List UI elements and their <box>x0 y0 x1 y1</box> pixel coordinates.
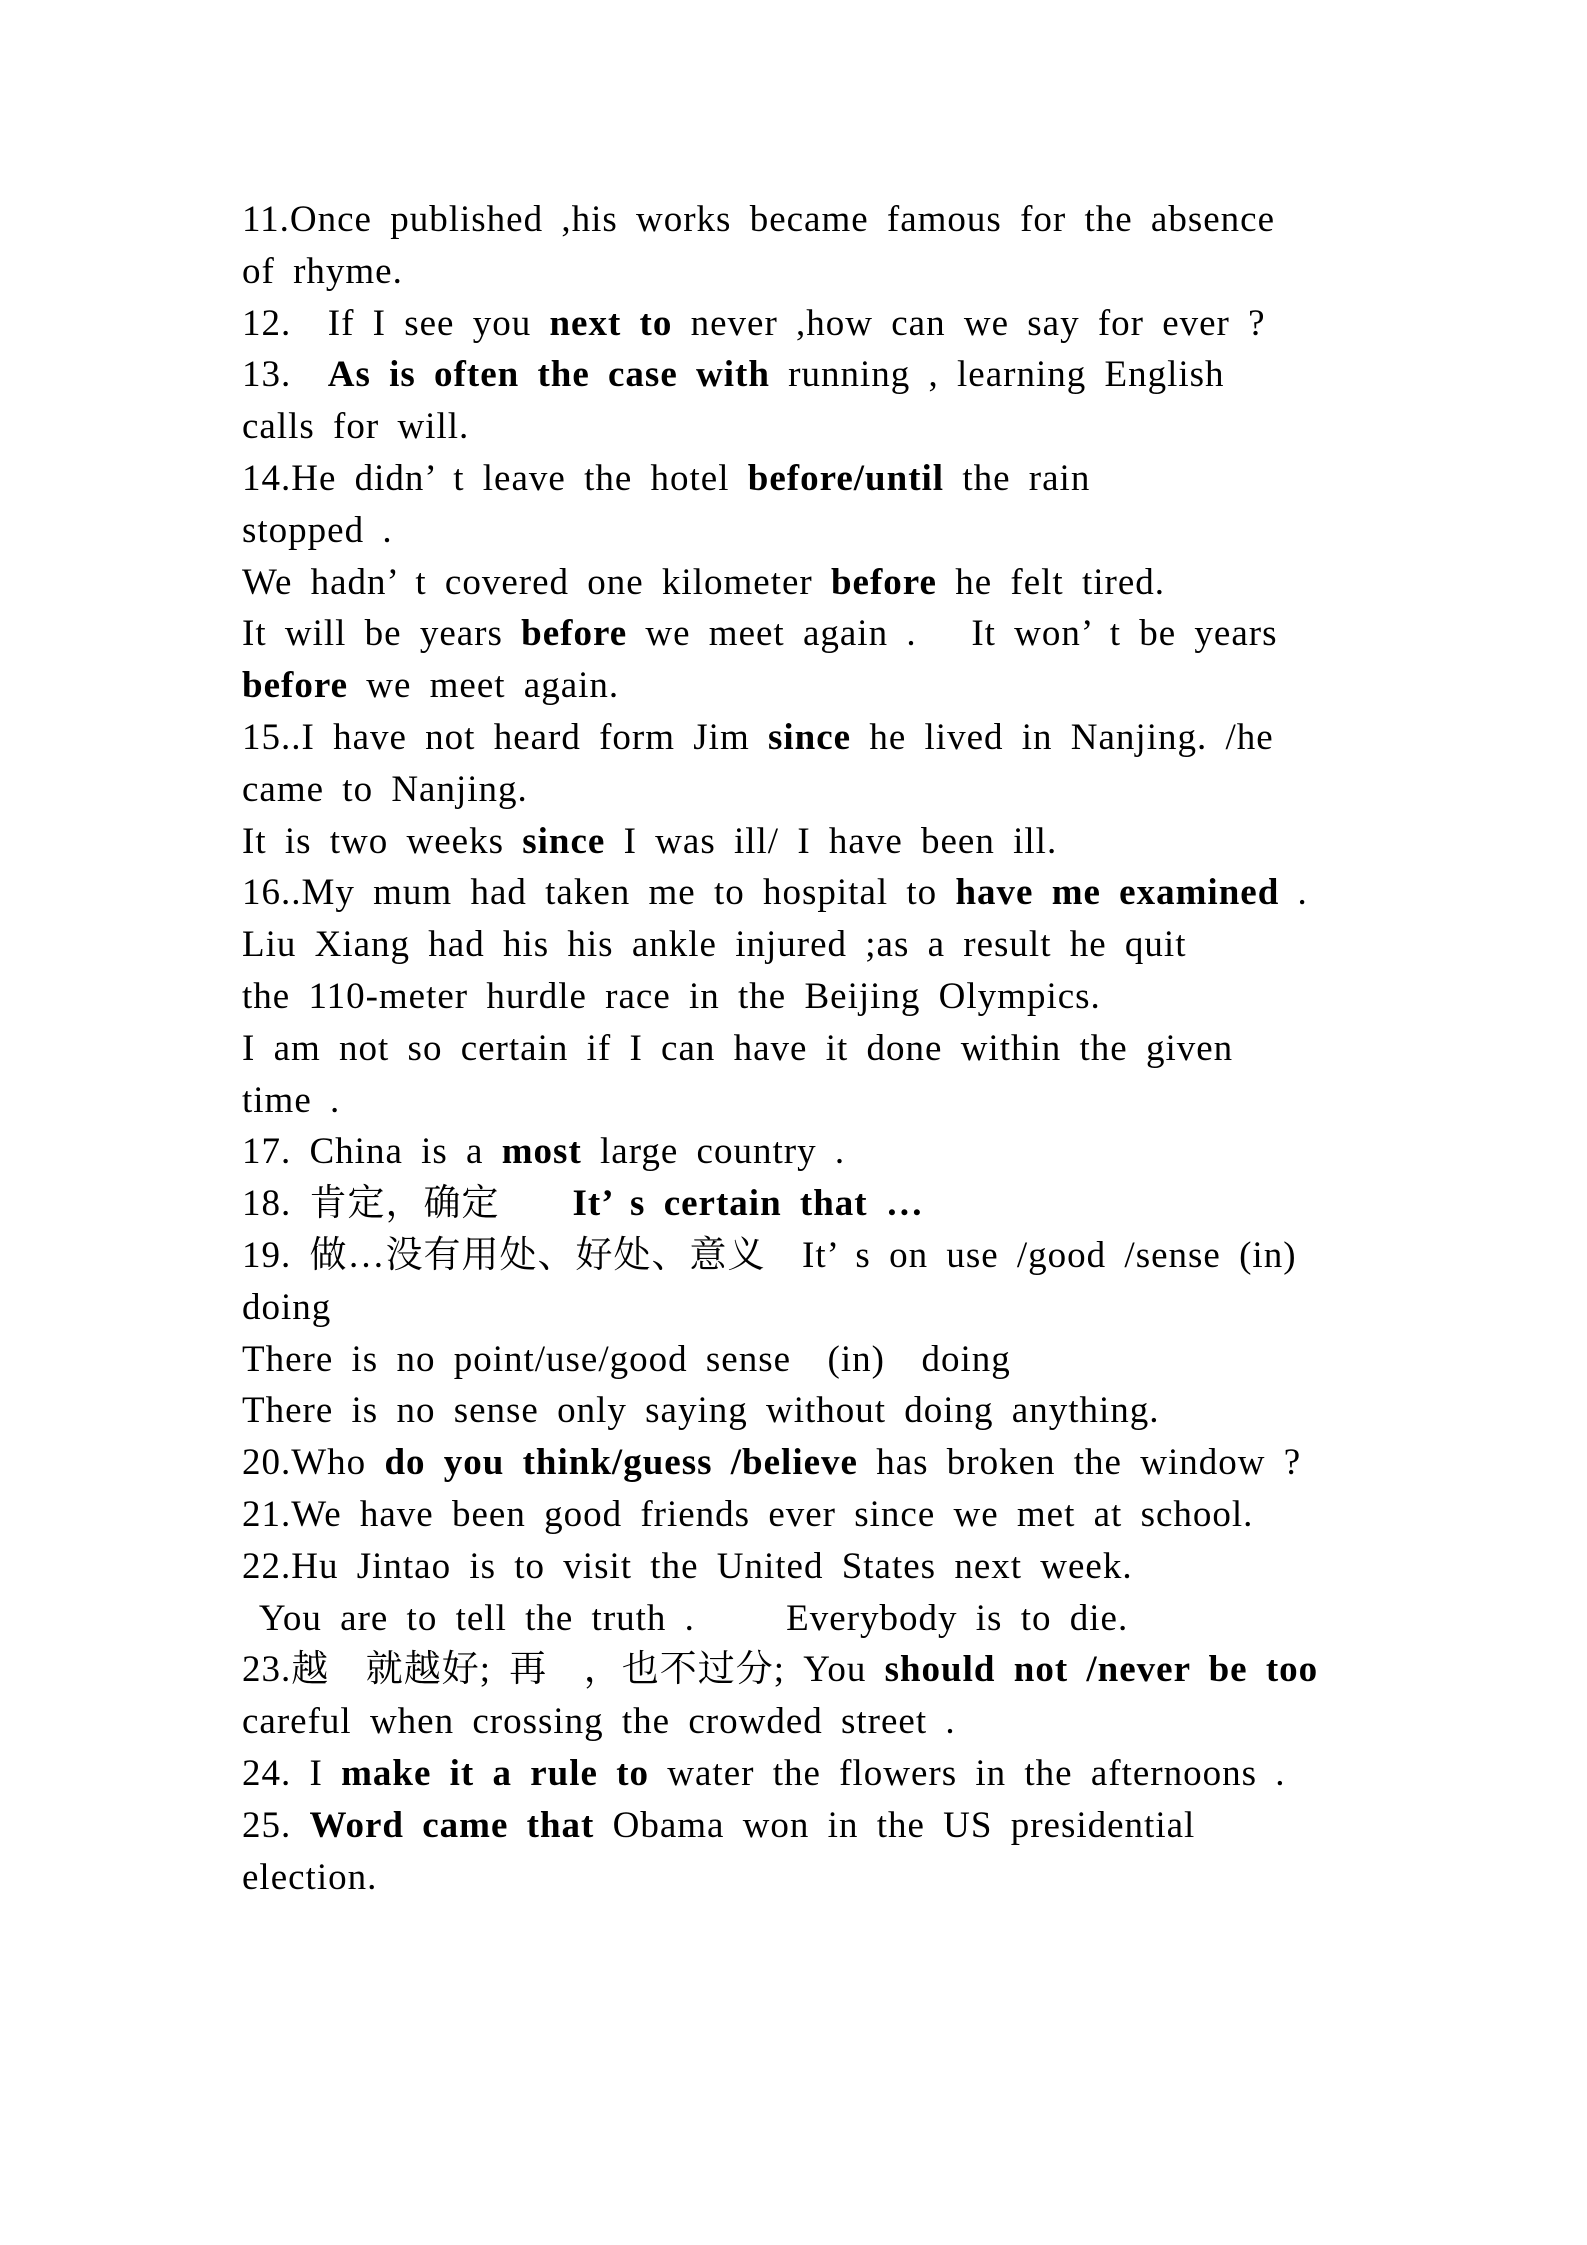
text-segment: 21.We have been good friends ever since we met at school. <box>242 1493 1254 1535</box>
text-line <box>242 1126 1452 1178</box>
text-line <box>242 1075 1452 1127</box>
text-line <box>242 298 1452 350</box>
text-segment: the 110-meter hurdle race in the Beijing Olympics. <box>242 975 1101 1017</box>
text-segment: It will be years <box>242 613 522 655</box>
text-segment: he lived in Nanjing. /he <box>851 716 1274 758</box>
bold-text-segment: since <box>768 716 852 758</box>
text-line <box>242 1644 1452 1696</box>
text-segment: . <box>1279 872 1308 914</box>
text-segment: calls for will. <box>242 406 470 448</box>
text-line <box>242 1178 1452 1230</box>
text-line <box>242 1023 1452 1075</box>
text-line <box>242 1748 1452 1800</box>
text-line <box>242 505 1452 557</box>
text-line <box>242 194 1452 246</box>
text-segment: doing <box>242 1286 332 1328</box>
bold-text-segment: As is often the case with <box>327 354 770 396</box>
text-segment: 15..I have not heard form Jim <box>242 716 768 758</box>
text-segment: the rain <box>944 457 1091 499</box>
text-line <box>242 1385 1452 1437</box>
text-line <box>242 919 1452 971</box>
text-segment: came to Nanjing. <box>242 768 528 810</box>
text-line <box>242 1541 1452 1593</box>
bold-text-segment: make it a rule to <box>341 1752 650 1794</box>
text-segment: large country . <box>581 1131 846 1173</box>
text-segment: 17. China is a <box>242 1131 502 1173</box>
text-segment: 16..My mum had taken me to hospital to <box>242 872 956 914</box>
text-segment: Liu Xiang had his his ankle injured ;as a result he quit <box>242 924 1187 966</box>
text-line <box>242 1800 1452 1852</box>
text-segment: 11.Once published ,his works became famous for the absence <box>242 199 1276 240</box>
text-segment: 12. If I see you <box>242 302 550 344</box>
text-segment: never ,how can we say for ever ? <box>672 302 1266 344</box>
text-segment: we meet again. <box>348 665 620 707</box>
text-line <box>242 764 1452 816</box>
text-segment: We hadn’ t covered one kilometer <box>242 561 831 603</box>
text-segment: water the flowers in the afternoons . <box>649 1752 1286 1794</box>
text-line <box>242 401 1452 453</box>
text-segment: time . <box>242 1079 341 1121</box>
text-segment: There is no sense only saying without doing anything. <box>242 1390 1160 1432</box>
text-segment: 22.Hu Jintao is to visit the United States next week. <box>242 1545 1133 1587</box>
text-line <box>242 816 1452 868</box>
bold-text-segment: next to <box>549 302 673 344</box>
bold-text-segment: before <box>242 665 348 707</box>
text-line <box>242 867 1452 919</box>
bold-text-segment: Word came that <box>309 1804 595 1846</box>
bold-text-segment: before <box>521 613 628 655</box>
text-segment: 25. <box>242 1804 310 1846</box>
text-segment: we meet again . It won’ t be years <box>627 613 1278 655</box>
text-line <box>242 1334 1452 1386</box>
text-line <box>242 1696 1452 1748</box>
text-segment: election. <box>242 1856 378 1898</box>
bold-text-segment: before/until <box>747 457 945 499</box>
bold-text-segment: do you think/guess /believe <box>384 1442 858 1484</box>
bold-text-segment: before <box>830 561 937 603</box>
document-body <box>242 194 1452 1903</box>
bold-text-segment: It’ s certain that … <box>572 1183 924 1225</box>
text-segment: 19. 做…没有用处、好处、意义 It’ s on use /good /sense (in) <box>242 1234 1297 1276</box>
text-line <box>242 1230 1452 1282</box>
text-segment: 18. 肯定，确定 <box>242 1183 573 1225</box>
text-segment: You are to tell the truth . Everybody is to die. <box>242 1597 1129 1639</box>
bold-text-segment: have me examined <box>955 872 1280 914</box>
text-line <box>242 349 1452 401</box>
text-segment: I am not so certain if I can have it done within the given <box>242 1027 1234 1069</box>
text-line <box>242 608 1452 660</box>
text-segment: There is no point/use/good sense (in) doing <box>242 1338 1011 1380</box>
text-line <box>242 1593 1452 1645</box>
bold-text-segment: most <box>501 1131 582 1173</box>
text-segment: running , learning English <box>769 354 1225 396</box>
text-line <box>242 660 1452 712</box>
text-line <box>242 453 1452 505</box>
text-segment: he felt tired. <box>936 561 1165 603</box>
text-line <box>242 1282 1452 1334</box>
bold-text-segment: should not /never be too <box>884 1649 1319 1691</box>
text-segment: 13. <box>242 354 328 396</box>
text-segment: of rhyme. <box>242 250 403 292</box>
text-line <box>242 1852 1452 1904</box>
text-segment: Obama won in the US presidential <box>594 1804 1196 1846</box>
text-segment: 24. I <box>242 1752 342 1794</box>
text-line <box>242 712 1452 764</box>
text-line <box>242 1437 1452 1489</box>
text-line <box>242 246 1452 298</box>
text-line <box>242 971 1452 1023</box>
bold-text-segment: since <box>522 820 606 862</box>
text-segment: It is two weeks <box>242 820 523 862</box>
text-segment: stopped . <box>242 509 393 551</box>
text-line <box>242 1489 1452 1541</box>
text-segment: has broken the window ? <box>857 1442 1302 1484</box>
text-segment: careful when crossing the crowded street . <box>242 1701 956 1743</box>
text-segment: 23.越 就越好; 再 ，也不过分; You <box>242 1649 885 1691</box>
text-segment: 14.He didn’ t leave the hotel <box>242 457 748 499</box>
text-segment: I was ill/ I have been ill. <box>605 820 1058 862</box>
text-line <box>242 557 1452 609</box>
text-segment: 20.Who <box>242 1442 385 1484</box>
